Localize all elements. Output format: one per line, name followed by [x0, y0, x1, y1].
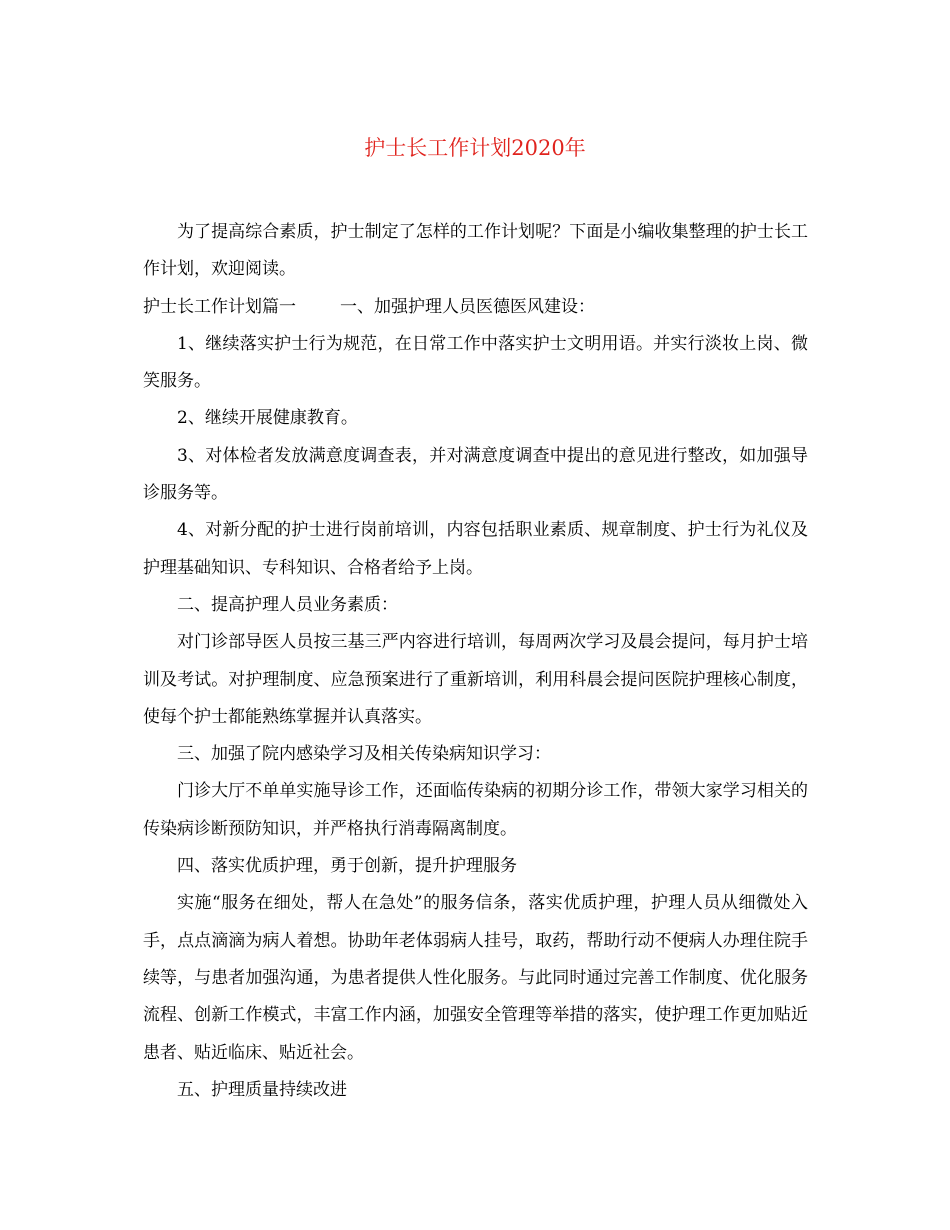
section-3-paragraph: 门诊大厅不单单实施导诊工作，还面临传染病的初期分诊工作，带领大家学习相关的传染病诊断预防知识，并严格执行消毒隔离制度。	[143, 781, 808, 839]
section-heading-3: 三、加强了院内感染学习及相关传染病知识学习：	[177, 744, 551, 765]
list-item-4: 4、对新分配的护士进行岗前培训，内容包括职业素质、规章制度、护士行为礼仪及护理基础知识、专科知识、合格者给予上岗。	[143, 520, 808, 578]
section-heading-1: 一、加强护理人员医德医风建设：	[340, 296, 595, 317]
section-2-paragraph: 对门诊部导医人员按三基三严内容进行培训，每周两次学习及晨会提问，每月护士培训及考试。对护理制度、应急预案进行了重新培训，利用科晨会提问医院护理核心制度，使每个护士都能熟练掌握并认真落实。	[143, 632, 808, 727]
document-body	[143, 214, 808, 1109]
list-item-3: 3、对体检者发放满意度调查表，并对满意度调查中提出的意见进行整改，如加强导诊服务等。	[143, 445, 808, 504]
plan-heading-line	[143, 289, 808, 326]
plan-heading-label: 护士长工作计划篇一	[143, 296, 296, 317]
list-item-2: 2、继续开展健康教育。	[177, 408, 358, 429]
document-title: 护士长工作计划2020年	[364, 136, 586, 160]
section-heading-5: 五、护理质量持续改进	[177, 1079, 347, 1100]
section-heading-2: 二、提高护理人员业务素质：	[177, 594, 398, 615]
section-heading-4: 四、落实优质护理，勇于创新，提升护理服务	[177, 856, 517, 877]
list-item-1: 1、继续落实护士行为规范，在日常工作中落实护士文明用语。并实行淡妆上岗、微笑服务。	[143, 333, 808, 392]
intro-paragraph: 为了提高综合素质，护士制定了怎样的工作计划呢？下面是小编收集整理的护士长工作计划，欢迎阅读。	[143, 222, 808, 280]
section-4-paragraph: 实施“服务在细处，帮人在急处”的服务信条，落实优质护理，护理人员从细微处入手，点点滴滴为病人着想。协助年老体弱病人挂号，取药，帮助行动不便病人办理住院手续等，与患者加强沟通，为患者提供人性化服务。与此同时通过完善工作制度、优化服务流程、创新工作模式，丰富工作内涵，加强安全管理等举措的落实，使护理工作更加贴近患者、贴近临床、贴近社会。	[143, 893, 808, 1063]
